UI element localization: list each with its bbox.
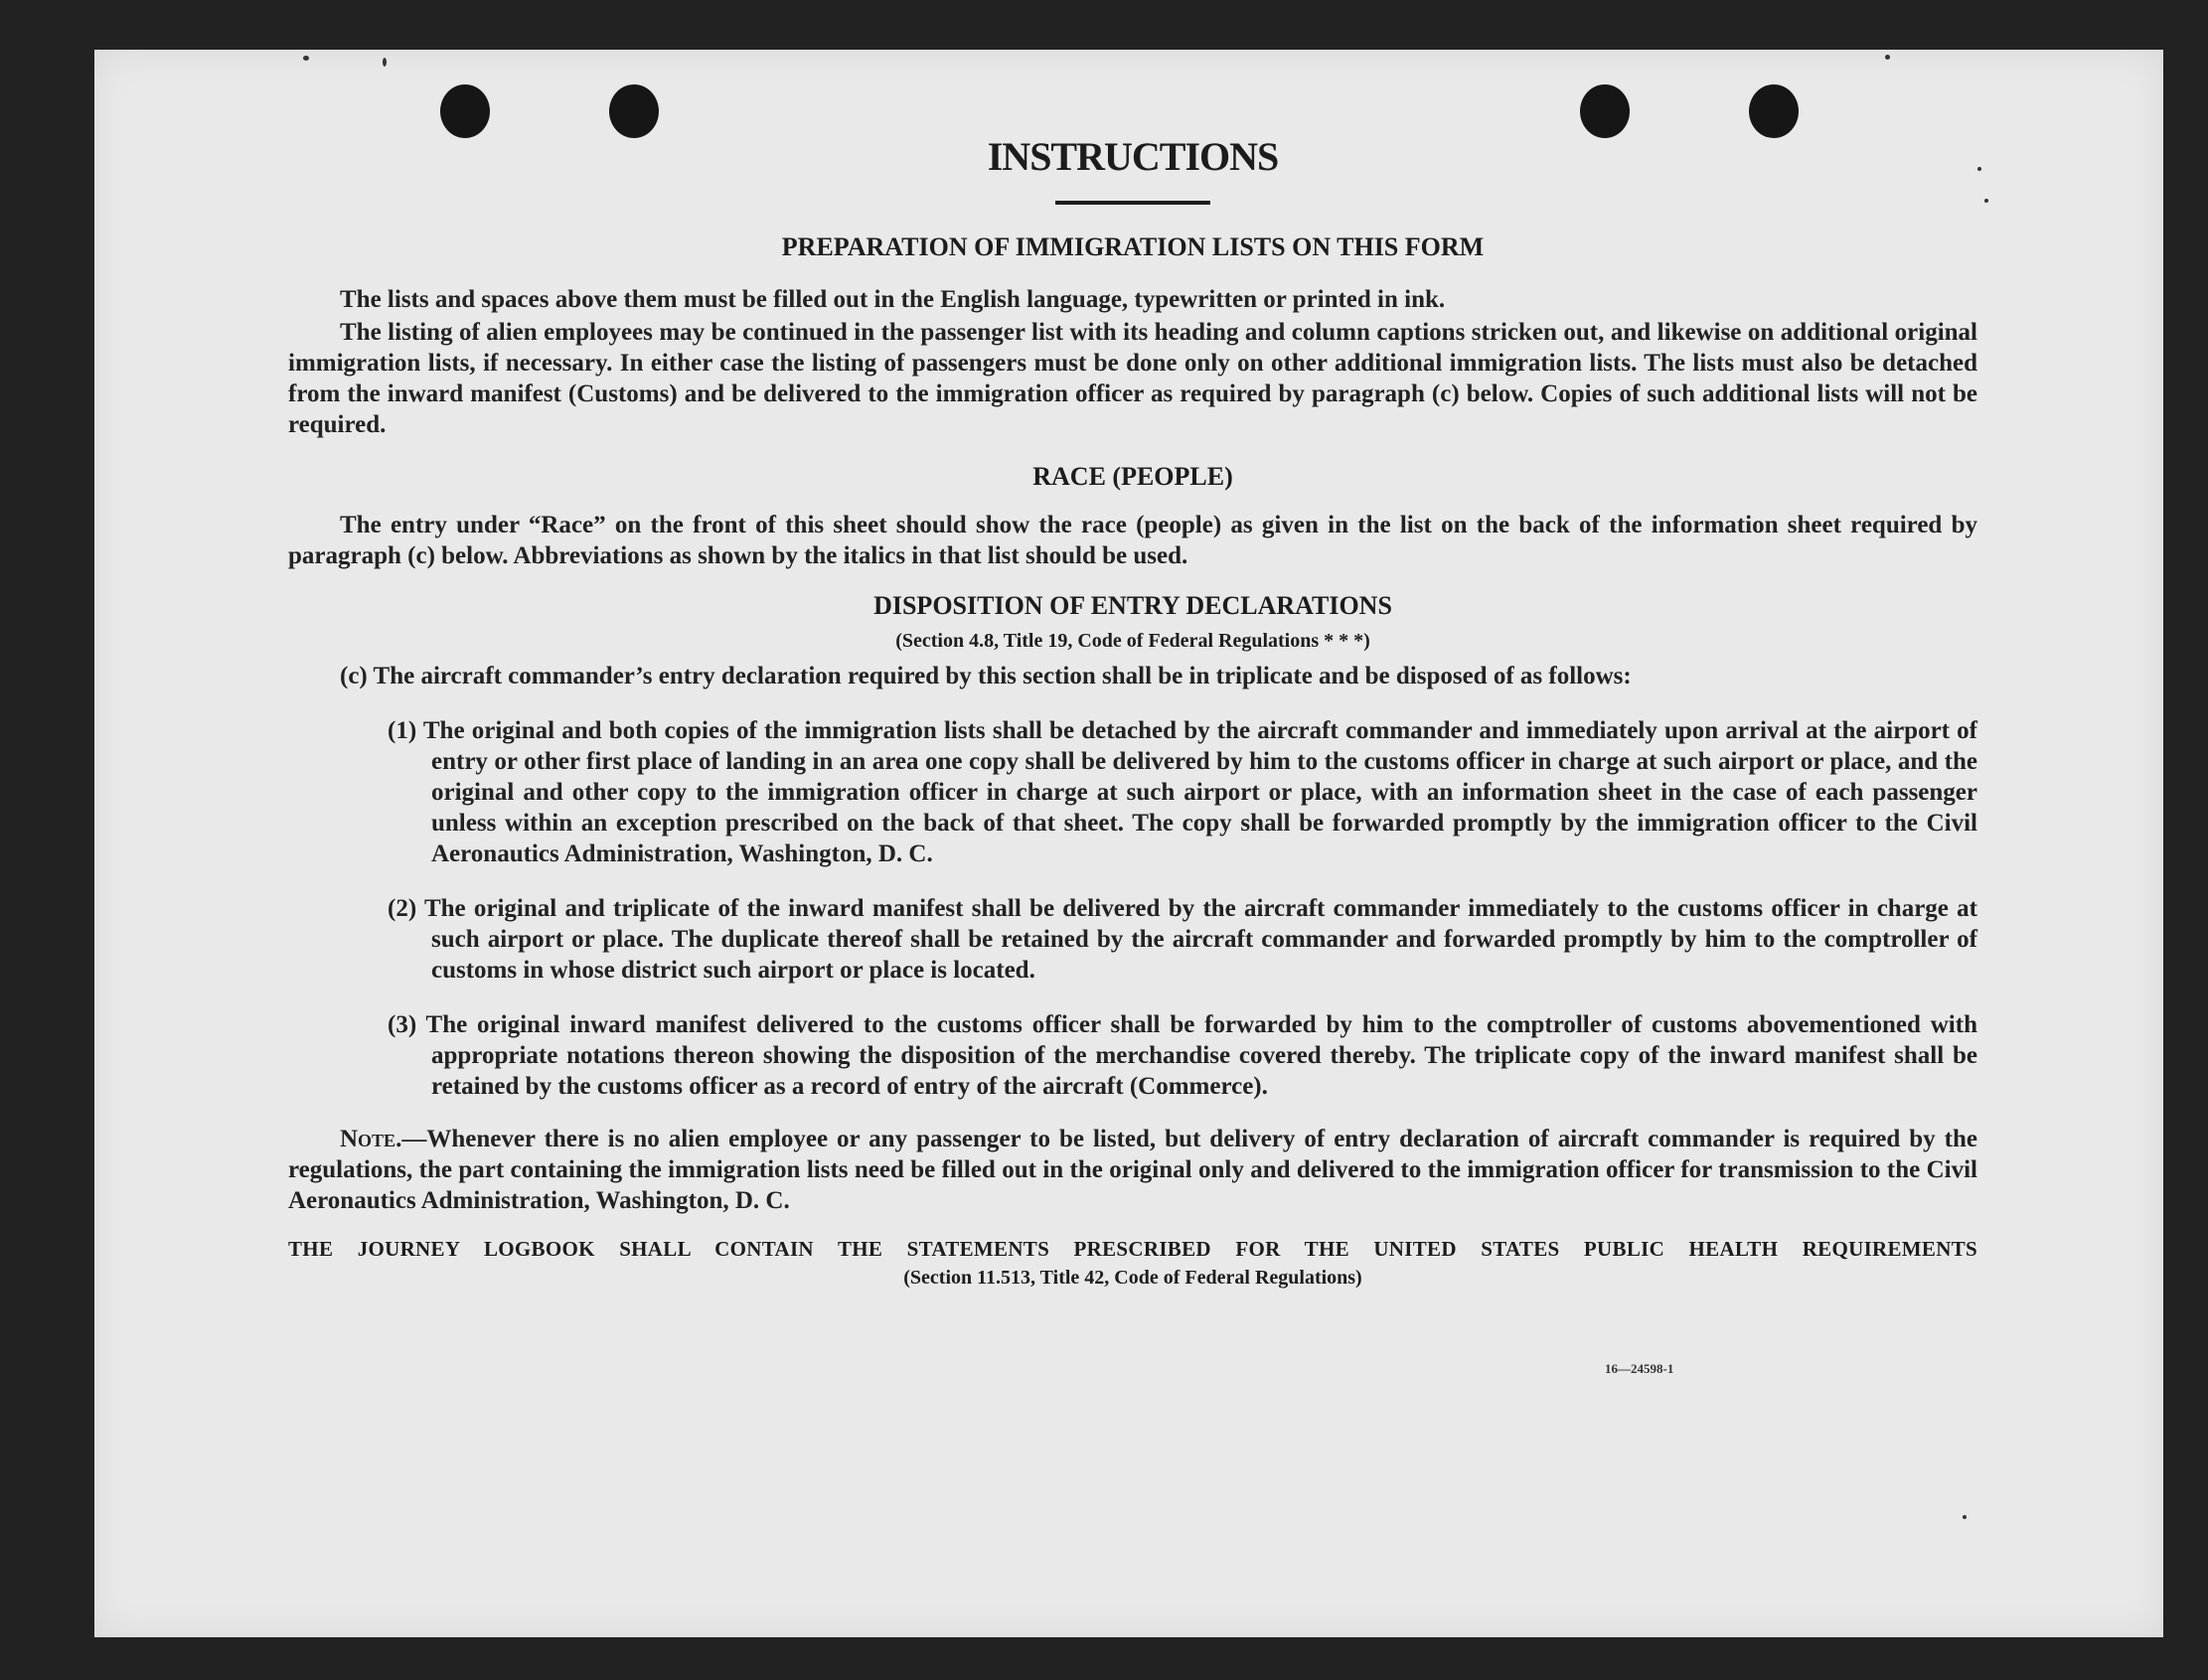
health-statement: THE JOURNEY LOGBOOK SHALL CONTAIN THE STATEMENTS PRESCRIBED FOR THE UNITED STATES PUBLIC HEALTH REQUIREMENTS [288,1237,1977,1261]
scan-speck [1963,1515,1967,1519]
paragraph-note [288,1124,1977,1216]
title-underline [1055,201,1210,205]
scan-speck [1984,199,1988,203]
note-label: Note. [340,1126,402,1152]
scan-speck [1977,167,1981,171]
form-number: 16—24598-1 [1605,1361,1674,1376]
instructions-body [288,129,1977,1292]
note-text: —Whenever there is no alien employee or any passenger to be listed, but delivery of entry declaration of aircraft commander is required by the regulations, the part containing the immigration lists need be filled out in the original only and delivered to the immigration officer for transmission to the Civil Aeronautics Administration, Washington, D. C. [288,1126,1977,1214]
section-heading-disposition: DISPOSITION OF ENTRY DECLARATIONS [873,591,1392,620]
paragraph-race-1: The entry under “Race” on the front of this sheet should show the race (people) as given in the list on the back of the information sheet required by paragraph (c) below. Abbreviations as shown by the italics in that list should be used. [288,512,1977,569]
scan-speck [303,56,309,61]
list-item-3: (3) The original inward manifest delivered to the customs officer shall be forwarded by him to the comptroller of customs abovementioned with appropriate notations thereon showing the disposition of the merchandise covered thereby. The triplicate copy of the inward manifest shall be retained by the customs officer as a record of entry of the aircraft (Commerce). [388,1011,1977,1100]
page-title: INSTRUCTIONS [987,134,1279,179]
scan-speck [1885,55,1890,60]
section-heading-race: RACE (PEOPLE) [1032,462,1233,491]
section-heading-preparation: PREPARATION OF IMMIGRATION LISTS ON THIS FORM [781,232,1485,261]
paragraph-disposition-intro: (c) The aircraft commander’s entry declaration required by this section shall be in triplicate and be disposed of as follows: [340,663,1632,689]
scan-speck [383,58,387,67]
paragraph-prep-1: The lists and spaces above them must be filled out in the English language, typewritten or printed in ink. [340,286,1446,313]
paragraph-prep-2: The listing of alien employees may be continued in the passenger list with its heading and column captions stricken out, and likewise on additional original immigration lists, if necessary. In either case the listing of passengers must be done only on other additional immigration lists. The lists must also be detached from the inward manifest (Customs) and be delivered to the immigration officer as required by paragraph (c) below. Copies of such additional lists will not be required. [288,319,1977,438]
list-item-1: (1) The original and both copies of the immigration lists shall be detached by the aircraft commander and immediately upon arrival at the airport of entry or other first place of landing in an area one copy shall be delivered by him to the customs officer in charge at such airport or place, and the original and other copy to the immigration officer in charge at such airport or place, with an information sheet in the case of each passenger unless within an exception prescribed on the back of that sheet. The copy shall be forwarded promptly by the immigration officer to the Civil Aeronautics Administration, Washington, D. C. [388,717,1977,867]
disposition-citation: (Section 4.8, Title 19, Code of Federal Regulations * * *) [895,630,1370,652]
document-page [94,50,2163,1637]
health-citation: (Section 11.513, Title 42, Code of Federal Regulations) [903,1267,1362,1289]
list-item-2: (2) The original and triplicate of the inward manifest shall be delivered by the aircraft commander immediately to the customs officer in charge at such airport or place. The duplicate thereof shall be retained by the aircraft commander and forwarded promptly by him to the comptroller of customs in whose district such airport or place is located. [388,895,1977,984]
